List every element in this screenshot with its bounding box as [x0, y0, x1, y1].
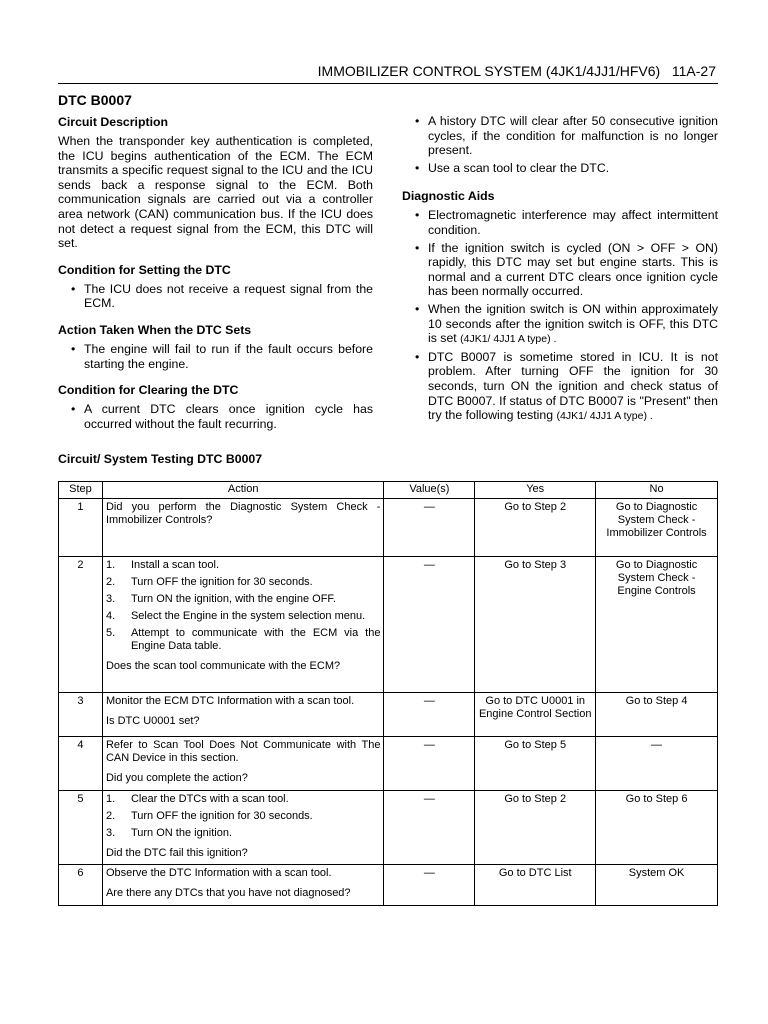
step-action: [102, 557, 384, 693]
circuit-description-heading: Circuit Description: [58, 115, 169, 129]
step-yes: Go to Step 3: [475, 557, 596, 693]
aid-text: When the ignition switch is ON within approximately 10 seconds after the ignition switch is OFF, this DTC is set: [428, 301, 718, 346]
list-item: 2. Turn OFF the ignition for 30 seconds.: [105, 810, 313, 822]
step-no: Go to Diagnostic System Check - Immobilizer Controls: [596, 499, 718, 557]
step-value: —: [384, 865, 475, 906]
list-item: • The ICU does not receive a request signal from the ECM.: [84, 282, 373, 311]
step-yes: Go to Step 2: [475, 499, 596, 557]
step-question: Is DTC U0001 set?: [105, 715, 200, 727]
list-item: • Electromagnetic interference may affect intermittent condition.: [428, 208, 718, 237]
list-item: 1. Clear the DTCs with a scan tool.: [105, 793, 289, 805]
aid-note: (4JK1/ 4JJ1 A type) .: [556, 410, 653, 423]
list-item: 3. Turn ON the ignition, with the engine OFF.: [105, 593, 336, 605]
step-instructions: [106, 793, 381, 840]
step-instructions: [106, 559, 381, 653]
step-value: —: [384, 737, 475, 791]
table-row: [59, 865, 718, 906]
header-yes: Yes: [475, 482, 596, 499]
header-no: No: [596, 482, 718, 499]
step-instruction: Refer to Scan Tool Does Not Communicate with The CAN Device in this section.: [105, 739, 381, 764]
page-header-title: IMMOBILIZER CONTROL SYSTEM (4JK1/4JJ1/HFV6) 11A-27: [317, 63, 716, 79]
aid-text: DTC B0007 is sometime stored in ICU. It is not problem. After turning OFF the ignition for 30 seconds, turn ON the ignition and check status of DTC B0007. If status of DTC B0007 is "Present" then try the following testing: [428, 349, 718, 423]
table-title: Circuit/ System Testing DTC B0007: [58, 452, 263, 466]
list-item: • Use a scan tool to clear the DTC.: [428, 161, 718, 176]
header-step: Step: [59, 482, 103, 499]
right-column: [402, 114, 718, 436]
table-row: [59, 693, 718, 737]
table-row: [59, 791, 718, 865]
step-question: Did the DTC fail this ignition?: [105, 847, 248, 859]
header-action: Action: [102, 482, 384, 499]
action-list: [58, 342, 373, 371]
step-number: 1: [59, 499, 103, 557]
step-number: 6: [59, 865, 103, 906]
step-value: —: [384, 791, 475, 865]
list-item: • The engine will fail to run if the fault occurs before starting the engine.: [84, 342, 373, 371]
step-action: [102, 737, 384, 791]
list-item: • A history DTC will clear after 50 consecutive ignition cycles, if the condition for malfunction is no longer present.: [428, 114, 718, 158]
step-number: 4: [59, 737, 103, 791]
step-yes: Go to Step 2: [475, 791, 596, 865]
table-row: [59, 737, 718, 791]
table-row: [59, 499, 718, 557]
list-item: 3. Turn ON the ignition.: [105, 827, 233, 839]
list-item: 5. Attempt to communicate with the ECM via the Engine Data table.: [105, 627, 381, 652]
step-instruction: Monitor the ECM DTC Information with a scan tool.: [105, 695, 355, 707]
step-number: 3: [59, 693, 103, 737]
diagnostic-aids-list: [402, 208, 718, 423]
setting-heading: Condition for Setting the DTC: [58, 262, 231, 277]
step-value: —: [384, 557, 475, 693]
setting-list: [58, 282, 373, 311]
list-item: [428, 302, 718, 347]
step-action: [102, 791, 384, 865]
step-no: Go to Diagnostic System Check - Engine Controls: [596, 557, 718, 693]
list-item: • If the ignition switch is cycled (ON > OFF > ON) rapidly, this DTC may set but engine starts. This is normal and a current DTC clears once ignition cycle has been normally occurred.: [428, 241, 718, 299]
list-item: • A current DTC clears once ignition cycle has occurred without the fault recurring.: [84, 402, 373, 431]
table-row: [59, 557, 718, 693]
left-column: [58, 92, 373, 443]
step-question: Are there any DTCs that you have not diagnosed?: [105, 887, 351, 899]
step-no: Go to Step 6: [596, 791, 718, 865]
list-item: 2. Turn OFF the ignition for 30 seconds.: [105, 576, 313, 588]
list-item: 4. Select the Engine in the system selection menu.: [105, 610, 366, 622]
step-no: —: [596, 737, 718, 791]
circuit-description-text: When the transponder key authentication is completed, the ICU begins authentication of the ECM. The ECM transmits a specific request signal to the ICU and the ICU sends back a response signal to the ECM. Both communication signals are carried out via a controller area network (CAN) communication bus. If the ICU does not detect a request signal from the ECM, this DTC will set.: [58, 134, 373, 251]
step-question: Did you complete the action?: [105, 772, 248, 784]
step-no: Go to Step 4: [596, 693, 718, 737]
step-yes: Go to DTC U0001 in Engine Control Section: [475, 693, 596, 737]
step-number: 2: [59, 557, 103, 693]
action-heading: Action Taken When the DTC Sets: [58, 322, 252, 337]
aid-note: (4JK1/ 4JJ1 A type) .: [460, 333, 557, 346]
step-value: —: [384, 693, 475, 737]
step-action: [102, 693, 384, 737]
step-yes: Go to Step 5: [475, 737, 596, 791]
step-yes: Go to DTC List: [475, 865, 596, 906]
step-question: Does the scan tool communicate with the ECM?: [105, 660, 341, 672]
diagnostic-aids-heading: Diagnostic Aids: [402, 189, 495, 204]
step-number: 5: [59, 791, 103, 865]
step-value: —: [384, 499, 475, 557]
header-values: Value(s): [384, 482, 475, 499]
testing-table: [58, 481, 718, 906]
list-item: 1. Install a scan tool.: [105, 559, 220, 571]
list-item: [428, 350, 718, 424]
header-rule: [58, 83, 718, 84]
clearing-list-continued: [402, 114, 718, 175]
step-action: Did you perform the Diagnostic System Check - Immobilizer Controls?: [102, 499, 384, 557]
table-header-row: [59, 482, 718, 499]
step-no: System OK: [596, 865, 718, 906]
step-action: [102, 865, 384, 906]
dtc-title: DTC B0007: [58, 92, 132, 108]
clearing-list: [58, 402, 373, 431]
clearing-heading: Condition for Clearing the DTC: [58, 383, 239, 398]
step-instruction: Observe the DTC Information with a scan tool.: [105, 867, 332, 879]
